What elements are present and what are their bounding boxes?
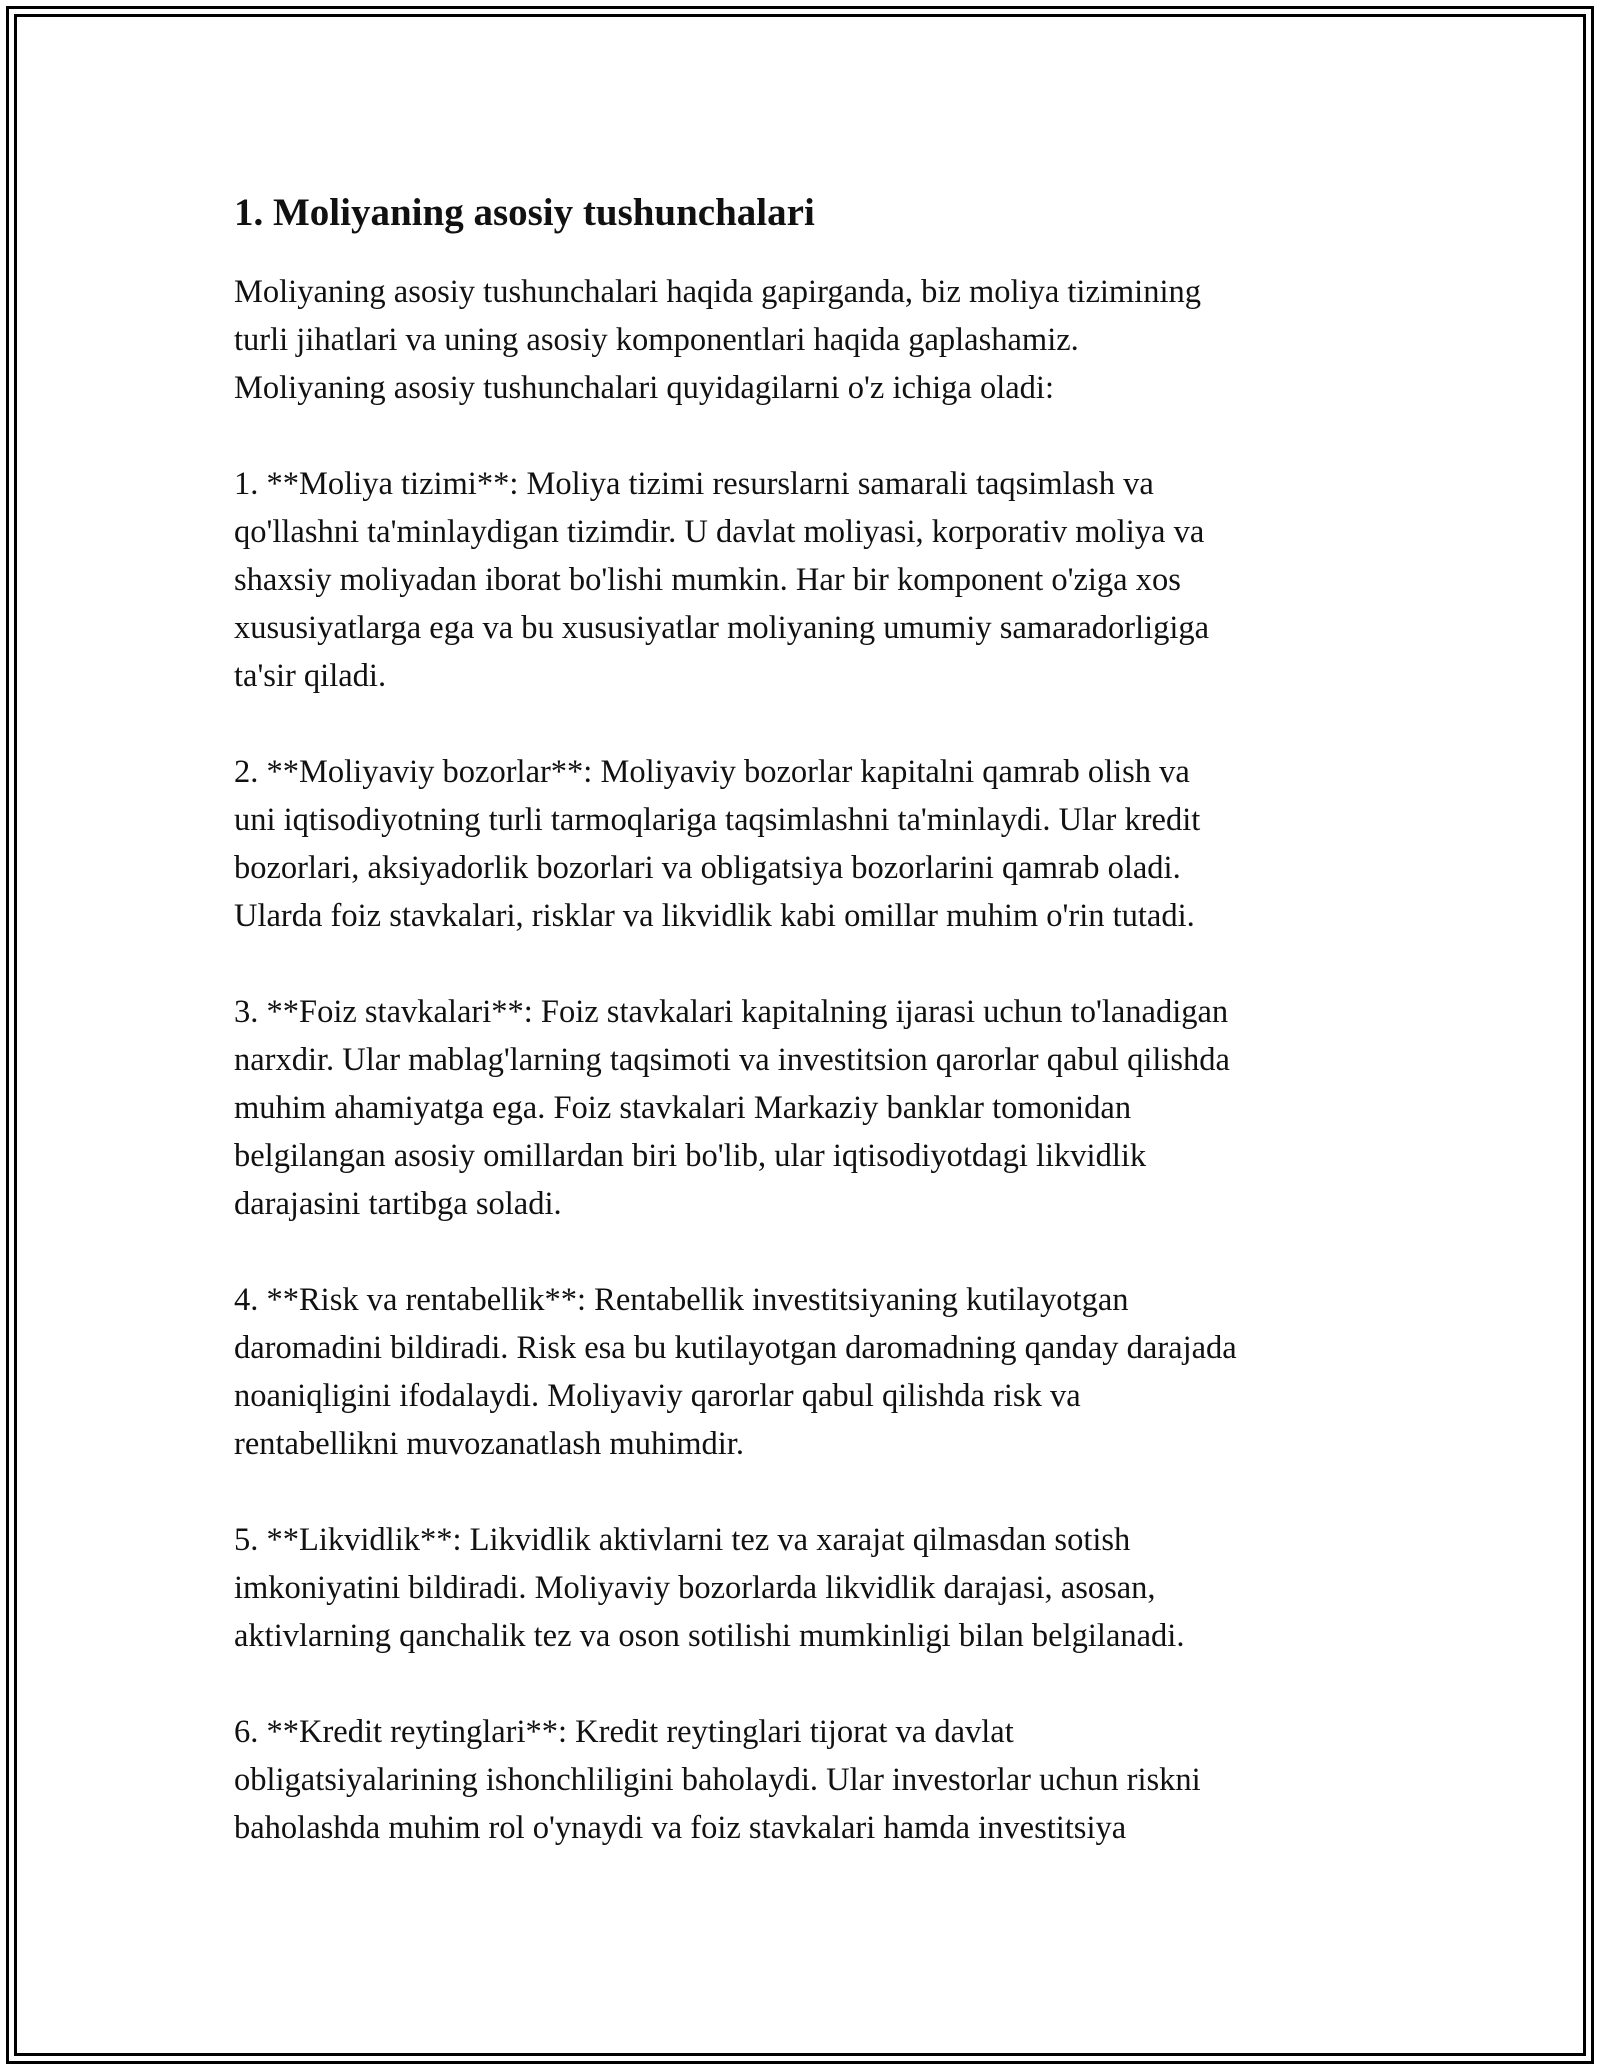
section-heading: 1. Moliyaning asosiy tushunchalari bbox=[234, 191, 815, 234]
item-risk-va-rentabellik: 4. **Risk va rentabellik**: Rentabellik investitsiyaning kutilayotgan daromadini bildiradi. Risk esa bu kutilayotgan daromadning qanday darajada noaniqligini ifodalaydi. Moliyaviy qarorlar qabul qilishda risk va rentabellikni muvozanatlash muhimdir. bbox=[234, 1282, 1237, 1462]
item-kredit-reytinglari: 6. **Kredit reytinglari**: Kredit reytinglari tijorat va davlat obligatsiyalarining ishonchliligini baholaydi. Ular investorlar uchun riskni baholashda muhim rol o'ynaydi va foiz stavkalari hamda investitsiya bbox=[234, 1714, 1201, 1846]
item-foiz-stavkalari: 3. **Foiz stavkalari**: Foiz stavkalari kapitalning ijarasi uchun to'lanadigan narxdir. Ular mablag'larning taqsimoti va investitsion qarorlar qabul qilishda muhim ahamiyatga ega. Foiz stavkalari Markaziy banklar tomonidan belgilangan asosiy omillardan biri bo'lib, ular iqtisodiyotdagi likvidlik darajasini tartibga soladi. bbox=[234, 994, 1230, 1222]
item-likvidlik: 5. **Likvidlik**: Likvidlik aktivlarni tez va xarajat qilmasdan sotish imkoniyatini bildiradi. Moliyaviy bozorlarda likvidlik darajasi, asosan, aktivlarning qanchalik tez va oson sotilishi mumkinligi bilan belgilanadi. bbox=[234, 1522, 1185, 1654]
item-moliyaviy-bozorlar: 2. **Moliyaviy bozorlar**: Moliyaviy bozorlar kapitalni qamrab olish va uni iqtisodiyotning turli tarmoqlariga taqsimlashni ta'minlaydi. Ular kredit bozorlari, aksiyadorlik bozorlari va obligatsiya bozorlarini qamrab oladi. Ularda foiz stavkalari, risklar va likvidlik kabi omillar muhim o'rin tutadi. bbox=[234, 754, 1201, 934]
document-body bbox=[234, 186, 1384, 1900]
intro-paragraph: Moliyaning asosiy tushunchalari haqida gapirganda, biz moliya tizimining turli jihatlari va uning asosiy komponentlari haqida gaplashamiz. Moliyaning asosiy tushunchalari quyidagilarni o'z ichiga oladi: bbox=[234, 274, 1201, 406]
item-moliya-tizimi: 1. **Moliya tizimi**: Moliya tizimi resurslarni samarali taqsimlash va qo'llashni ta'minlaydigan tizimdir. U davlat moliyasi, korporativ moliya va shaxsiy moliyadan iborat bo'lishi mumkin. Har bir komponent o'ziga xos xususiyatlarga ega va bu xususiyatlar moliyaning umumiy samaradorligiga ta'sir qiladi. bbox=[234, 466, 1210, 694]
